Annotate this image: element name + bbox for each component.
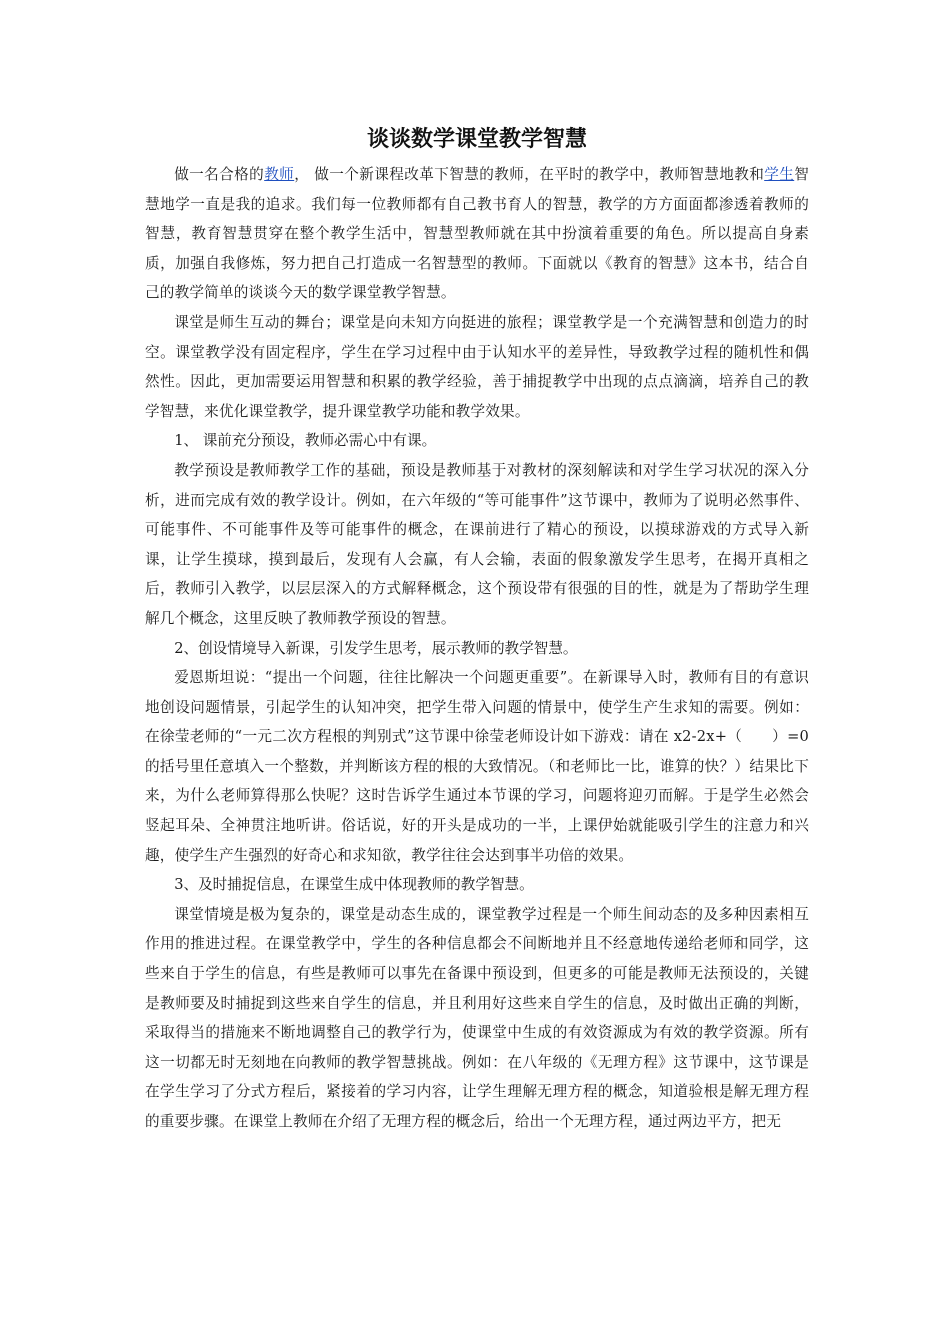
paragraph-information: 课堂情境是极为复杂的，课堂是动态生成的，课堂教学过程是一个师生间动态的及多种因素相互作用的推进过程。在课堂教学中，学生的各种信息都会不间断地并且不经意地传递给老师和同学，这些来自于学生的信息，有些是教师可以事先在备课中预设到，但更多的可能是教师无法预设的，关键是教师要及时捕捉到这些来自学生的信息，并且利用好这些来自学生的信息，及时做出正确的判断，采取得当的措施来不断地调整自己的教学行为，使课堂中生成的有效资源成为有效的教学资源。所有这一切都无时无刻地在向教师的教学智慧挑战。例如：在八年级的《无理方程》这节课中，这节课是在学生学习了分式方程后，紧接着的学习内容，让学生理解无理方程的概念，知道验根是解无理方程的重要步骤。在课堂上教师在介绍了无理方程的概念后，给出一个无理方程，通过两边平方，把无	[145, 905, 809, 1130]
section-heading-1: 1、 课前充分预设，教师必需心中有课。	[174, 432, 437, 450]
paragraph-intro	[145, 160, 809, 308]
intro-text-end: 智慧地学一直是我的追求。我们每一位教师都有自己教书育人的智慧，教学的方方面面都渗透着教师的智慧，教育智慧贯穿在整个教学生活中，智慧型教师就在其中扮演着重要的角色。所以提高自身素质，加强自我修炼，努力把自己打造成一名智慧型的教师。下面就以《教育的智慧》这本书，结合自己的教学简单的谈谈今天的数学课堂教学智慧。	[145, 166, 809, 302]
intro-text-start: 做一名合格的	[174, 166, 265, 183]
section-heading-2: 2、创设情境导入新课，引发学生思考，展示教师的教学智慧。	[174, 639, 578, 657]
section-heading-3: 3、及时捕捉信息，在课堂生成中体现教师的教学智慧。	[174, 876, 534, 894]
intro-text-middle: ， 做一个新课程改革下智慧的教师，在平时的教学中，教师智慧地教和	[294, 166, 765, 183]
paragraph-situation: 爱恩斯坦说：“提出一个问题，往往比解决一个问题更重要”。在新课导入时，教师有目的有意识地创设问题情景，引起学生的认知冲突，把学生带入问题的情景中，使学生产生求知的需要。例如：在徐莹老师的“一元二次方程根的判别式”这节课中徐莹老师设计如下游戏：请在 x2-2x+（ ）=0 的括号里任意填入一个整数，并判断该方程的根的大致情况。（和老师比一比，谁算的快？）结果比下来，为什么老师算得那么快呢？这时告诉学生通过本节课的学习，问题将迎刃而解。于是学生必然会竖起耳朵、全神贯注地听讲。俗话说，好的开头是成功的一半，上课伊始就能吸引学生的注意力和兴趣，使学生产生强烈的好奇心和求知欲，教学往往会达到事半功倍的效果。	[145, 669, 809, 864]
paragraph-classroom: 课堂是师生互动的舞台；课堂是向未知方向挺进的旅程；课堂教学是一个充满智慧和创造力的时空。课堂教学没有固定程序，学生在学习过程中由于认知水平的差异性，导致教学过程的随机性和偶然性。因此，更加需要运用智慧和积累的教学经验，善于捕捉教学中出现的点点滴滴，培养自己的教学智慧，来优化课堂教学，提升课堂教学功能和教学效果。	[145, 313, 809, 420]
document-title: 谈谈数学课堂教学智慧	[366, 126, 587, 152]
link-teacher[interactable]: 教师	[264, 166, 295, 183]
link-student[interactable]: 学生	[764, 166, 795, 183]
document-body	[145, 122, 809, 1137]
paragraph-preset: 教学预设是教师教学工作的基础，预设是教师基于对教材的深刻解读和对学生学习状况的深入分析，进而完成有效的教学设计。例如，在六年级的“等可能事件”这节课中，教师为了说明必然事件、可能事件、不可能事件及等可能事件的概念，在课前进行了精心的预设，以摸球游戏的方式导入新课，让学生摸球，摸到最后，发现有人会赢，有人会输，表面的假象激发学生思考，在揭开真相之后，教师引入教学，以层层深入的方式解释概念，这个预设带有很强的目的性，就是为了帮助学生理解几个概念，这里反映了教师教学预设的智慧。	[145, 461, 809, 627]
